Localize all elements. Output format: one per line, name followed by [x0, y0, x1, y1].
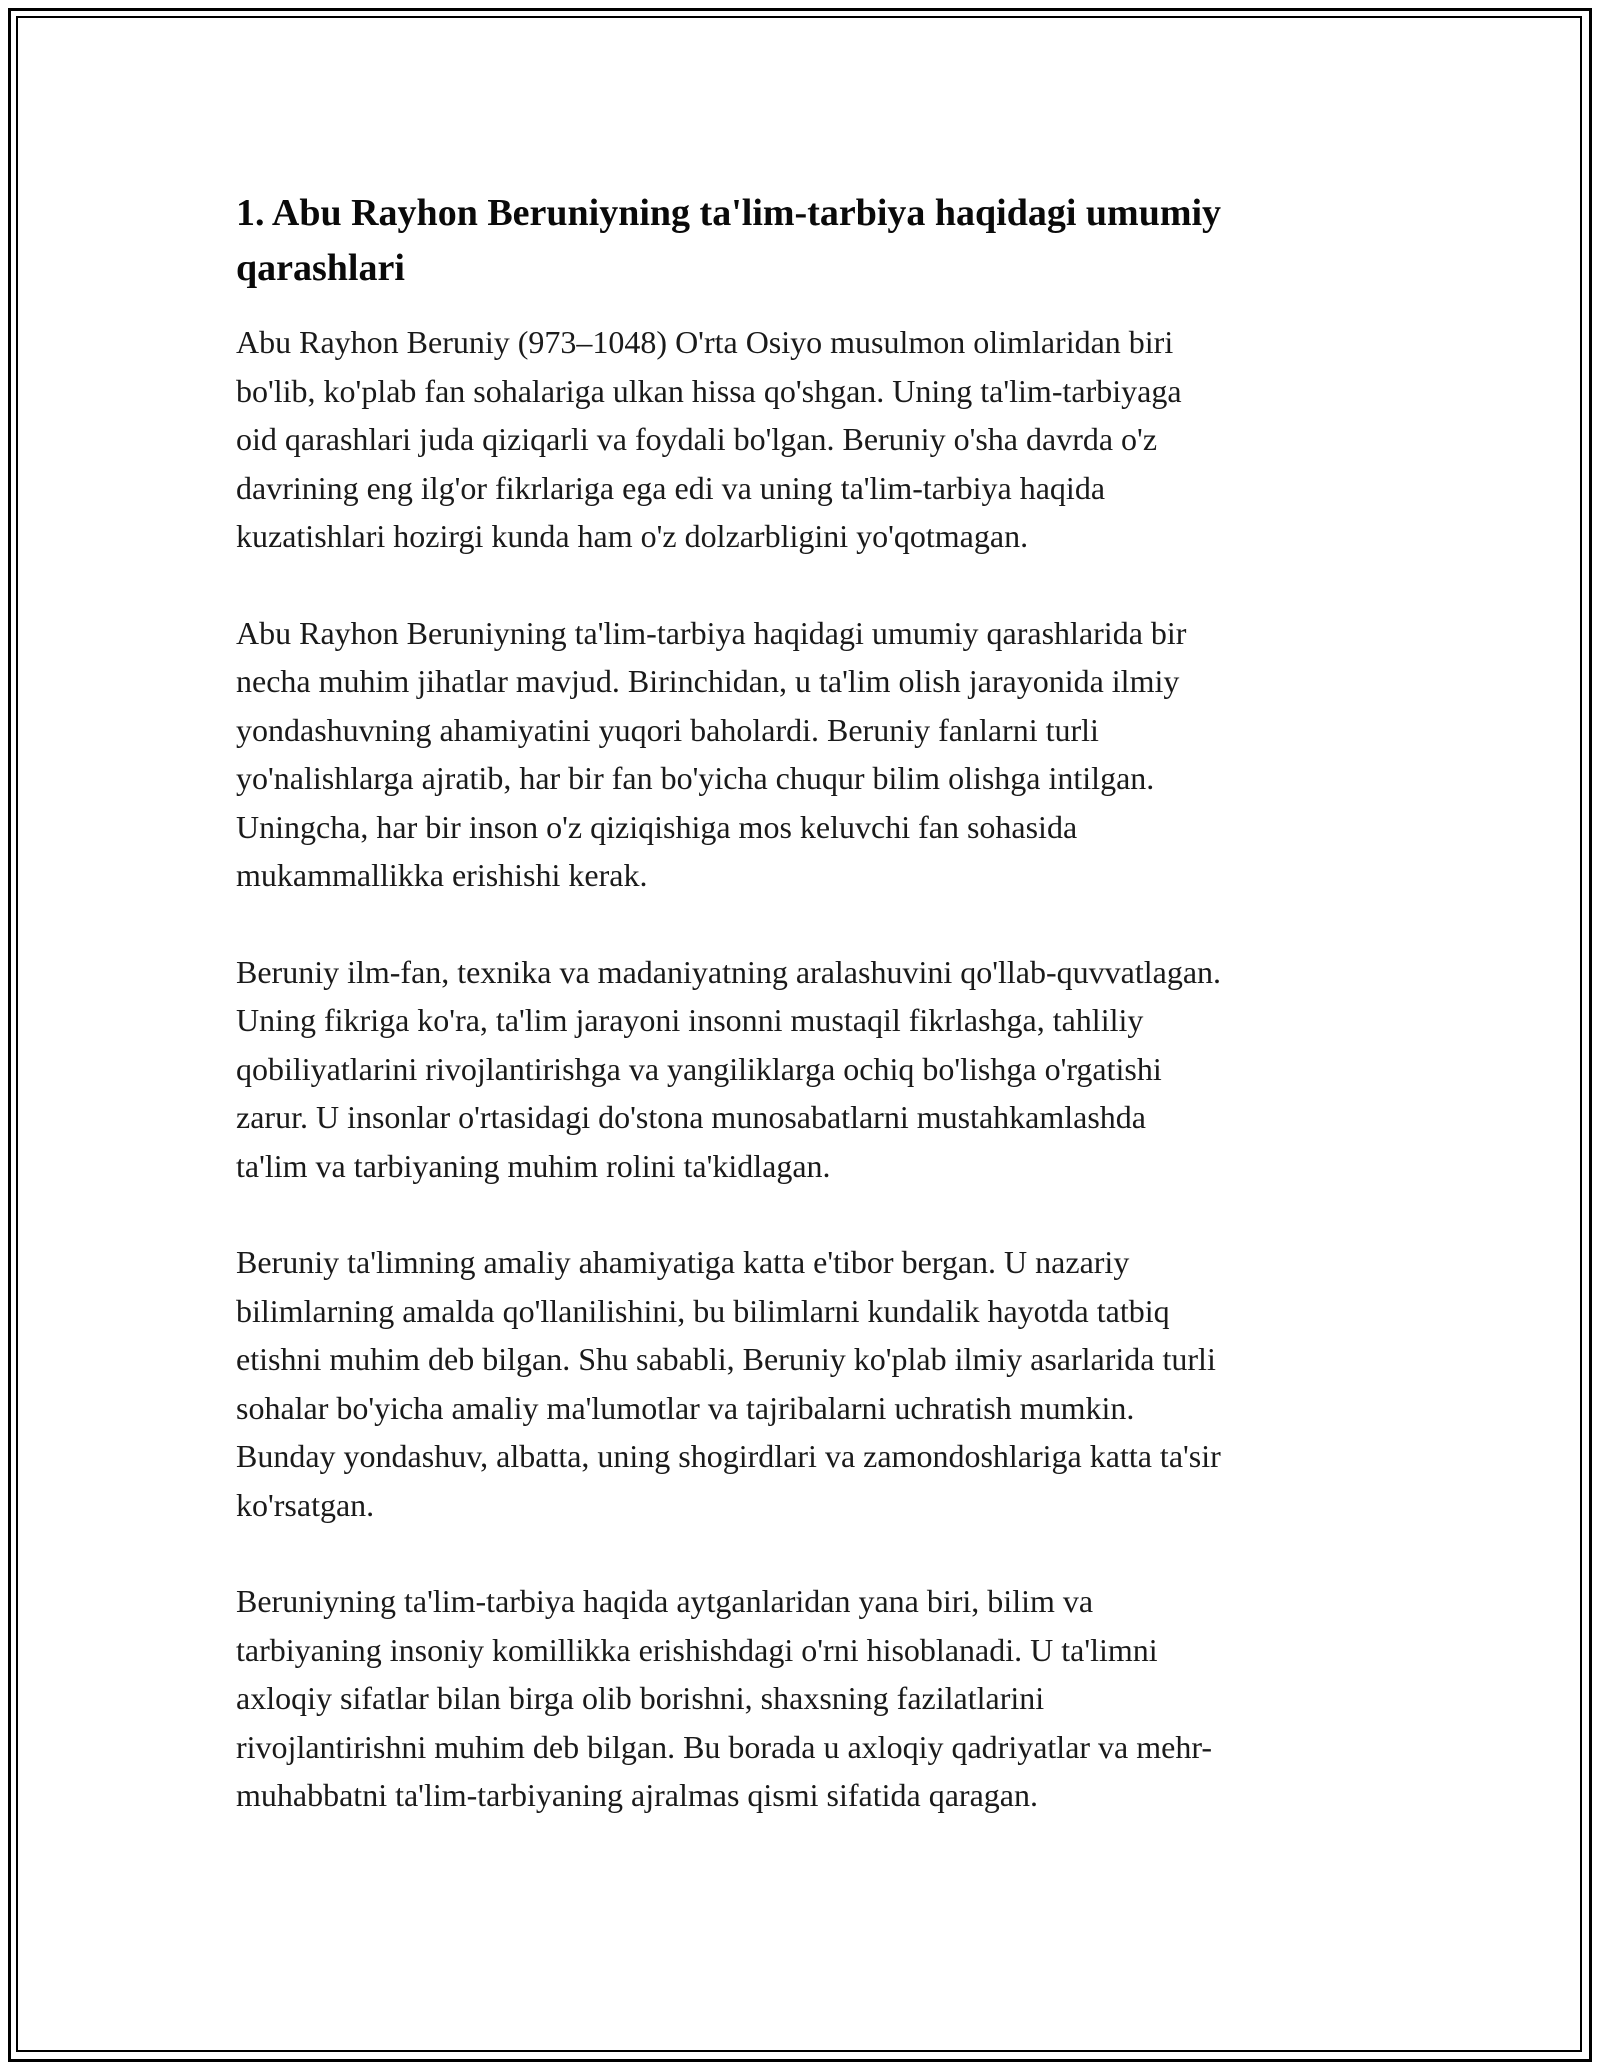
text-line: necha muhim jihatlar mavjud. Birinchidan, u ta'lim olish jarayonida ilmiy: [236, 663, 1180, 699]
text-line: muhabbatni ta'lim-tarbiyaning ajralmas qismi sifatida qaragan.: [236, 1777, 1038, 1813]
text-line: ta'lim va tarbiyaning muhim rolini ta'kidlagan.: [236, 1147, 831, 1184]
page-title: [236, 186, 1376, 296]
text-line: Abu Rayhon Beruniy (973–1048) O'rta Osiyo musulmon olimlaridan biri: [236, 324, 1174, 360]
title-line: 1. Abu Rayhon Beruniyning ta'lim-tarbiya haqidagi umumiy: [236, 192, 1222, 234]
text-line: kuzatishlari hozirgi kunda ham o'z dolzarbligini yo'qotmagan.: [236, 518, 1029, 554]
text-line: Uningcha, har bir inson o'z qiziqishiga mos keluvchi fan sohasida: [236, 808, 1078, 845]
text-line: Abu Rayhon Beruniyning ta'lim-tarbiya haqidagi umumiy qarashlarida bir: [236, 614, 1187, 651]
text-line: Beruniyning ta'lim-tarbiya haqida aytganlaridan yana biri, bilim va: [236, 1583, 1094, 1619]
paragraph-5: [236, 1577, 1376, 1820]
text-line: Beruniy ilm-fan, texnika va madaniyatning aralashuvini qo'llab-quvvatlagan.: [236, 953, 1222, 990]
title-line: qarashlari: [236, 247, 405, 289]
text-line: bo'lib, ko'plab fan sohalariga ulkan hissa qo'shgan. Uning ta'lim-tarbiyaga: [236, 372, 1182, 409]
text-line: qobiliyatlarini rivojlantirishga va yangiliklarga ochiq bo'lishga o'rgatishi: [236, 1050, 1162, 1087]
text-line: mukammallikka erishishi kerak.: [236, 857, 648, 893]
text-line: axloqiy sifatlar bilan birga olib borishni, shaxsning fazilatlarini: [236, 1680, 1045, 1716]
text-line: Beruniy ta'limning amaliy ahamiyatiga katta e'tibor bergan. U nazariy: [236, 1244, 1130, 1280]
text-line: bilimlarning amalda qo'llanilishini, bu bilimlarni kundalik hayotda tatbiq: [236, 1292, 1170, 1329]
text-line: etishni muhim deb bilgan. Shu sababli, Beruniy ko'plab ilmiy asarlarida turli: [236, 1341, 1216, 1377]
text-line: ko'rsatgan.: [236, 1486, 375, 1523]
text-line: tarbiyaning insoniy komillikka erishishdagi o'rni hisoblanadi. U ta'limni: [236, 1631, 1158, 1668]
text-line: Bunday yondashuv, albatta, uning shogirdlari va zamondoshlariga katta ta'sir: [236, 1438, 1221, 1474]
text-line: oid qarashlari juda qiziqarli va foydali bo'lgan. Beruniy o'sha davrda o'z: [236, 421, 1158, 457]
text-line: davrining eng ilg'or fikrlariga ega edi va uning ta'lim-tarbiya haqida: [236, 469, 1106, 506]
paragraph-4: [236, 1238, 1376, 1529]
paragraph-2: [236, 609, 1376, 900]
document-body: [236, 186, 1376, 1868]
text-line: rivojlantirishni muhim deb bilgan. Bu borada u axloqiy qadriyatlar va mehr-: [236, 1728, 1213, 1765]
text-line: Uning fikriga ko'ra, ta'lim jarayoni insonni mustaqil fikrlashga, tahliliy: [236, 1002, 1144, 1038]
paragraph-3: [236, 948, 1376, 1191]
paragraph-1: [236, 318, 1376, 561]
text-line: yo'nalishlarga ajratib, har bir fan bo'yicha chuqur bilim olishga intilgan.: [236, 760, 1155, 796]
text-line: sohalar bo'yicha amaliy ma'lumotlar va tajribalarni uchratish mumkin.: [236, 1389, 1135, 1426]
text-line: yondashuvning ahamiyatini yuqori baholardi. Beruniy fanlarni turli: [236, 711, 1099, 748]
text-line: zarur. U insonlar o'rtasidagi do'stona munosabatlarni mustahkamlashda: [236, 1099, 1146, 1135]
